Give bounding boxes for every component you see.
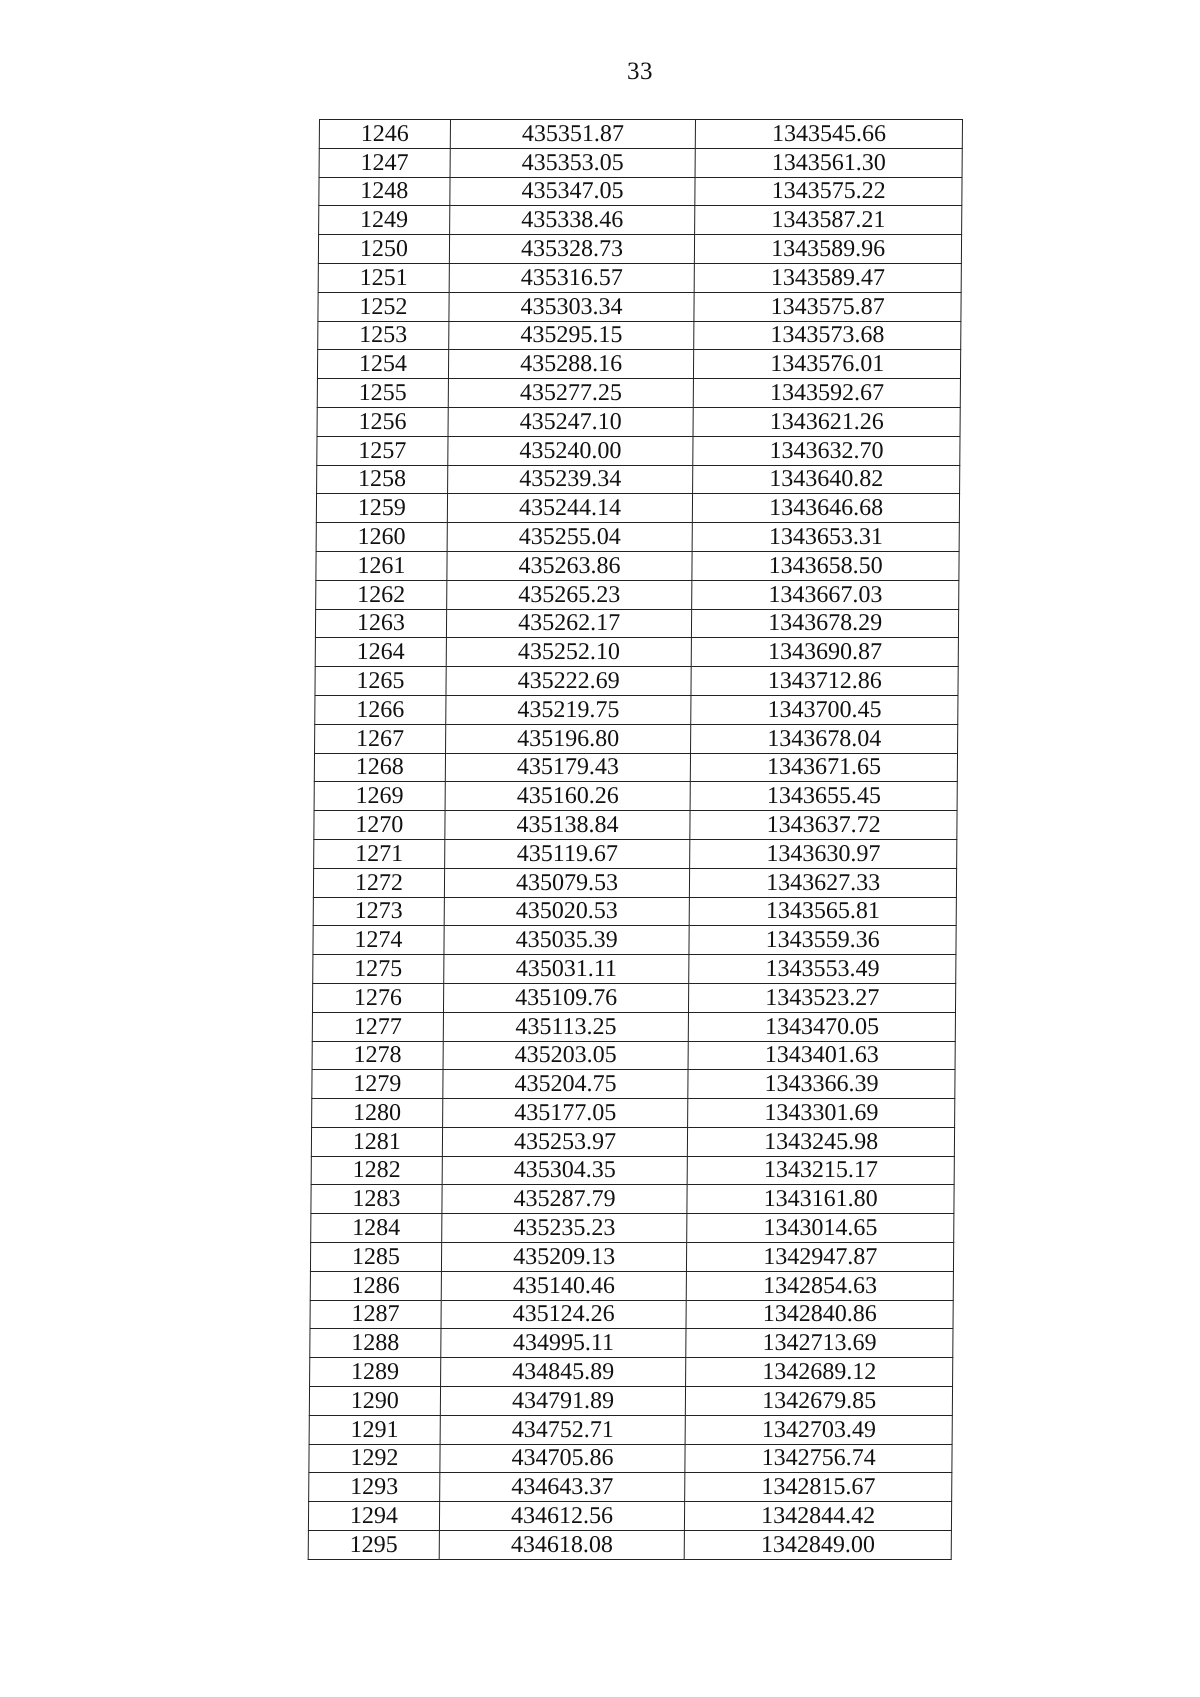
x-coordinate-cell: 435113.25	[443, 1012, 689, 1041]
x-coordinate-cell: 434618.08	[439, 1531, 685, 1560]
point-number-cell: 1261	[316, 551, 447, 580]
y-coordinate-cell: 1343589.47	[695, 263, 962, 292]
x-coordinate-cell: 435239.34	[447, 465, 693, 494]
y-coordinate-cell: 1342756.74	[685, 1444, 952, 1473]
x-coordinate-cell: 434612.56	[439, 1502, 685, 1531]
table-row	[311, 1127, 954, 1156]
y-coordinate-cell: 1342689.12	[686, 1358, 953, 1387]
table-row	[308, 1502, 951, 1531]
point-number-cell: 1290	[309, 1387, 440, 1416]
y-coordinate-cell: 1343678.29	[692, 609, 959, 638]
table-row	[318, 235, 961, 264]
x-coordinate-cell: 435160.26	[445, 782, 691, 811]
x-coordinate-cell: 435031.11	[443, 955, 689, 984]
point-number-cell: 1291	[309, 1415, 440, 1444]
table-row	[311, 1156, 954, 1185]
point-number-cell: 1289	[310, 1358, 441, 1387]
table-row	[317, 407, 960, 436]
table-row	[316, 523, 959, 552]
point-number-cell: 1273	[313, 897, 444, 926]
y-coordinate-cell: 1342854.63	[687, 1271, 954, 1300]
x-coordinate-cell: 435255.04	[447, 523, 693, 552]
point-number-cell: 1293	[309, 1473, 440, 1502]
point-number-cell: 1247	[319, 148, 450, 177]
table-row	[308, 1531, 951, 1560]
y-coordinate-cell: 1343573.68	[694, 321, 961, 350]
table-row	[313, 926, 956, 955]
x-coordinate-cell: 435262.17	[446, 609, 692, 638]
table-row	[312, 1070, 955, 1099]
x-coordinate-cell: 435020.53	[444, 897, 690, 926]
y-coordinate-cell: 1343592.67	[694, 379, 961, 408]
y-coordinate-cell: 1343301.69	[688, 1099, 955, 1128]
x-coordinate-cell: 435196.80	[445, 724, 691, 753]
y-coordinate-cell: 1343245.98	[688, 1127, 955, 1156]
point-number-cell: 1249	[319, 206, 450, 235]
x-coordinate-cell: 434791.89	[440, 1387, 686, 1416]
y-coordinate-cell: 1342947.87	[687, 1243, 954, 1272]
coordinates-table-body	[308, 120, 962, 1560]
point-number-cell: 1272	[313, 868, 444, 897]
y-coordinate-cell: 1343575.22	[695, 177, 962, 206]
table-row	[317, 379, 960, 408]
point-number-cell: 1266	[315, 695, 446, 724]
x-coordinate-cell: 435247.10	[448, 407, 694, 436]
table-row	[309, 1415, 952, 1444]
y-coordinate-cell: 1343637.72	[690, 811, 957, 840]
table-row	[313, 868, 956, 897]
table-row	[312, 1099, 955, 1128]
x-coordinate-cell: 435338.46	[449, 206, 695, 235]
table-row	[318, 321, 961, 350]
table-row	[312, 1041, 955, 1070]
table-row	[310, 1329, 953, 1358]
y-coordinate-cell: 1342703.49	[685, 1415, 952, 1444]
table-row	[317, 350, 960, 379]
x-coordinate-cell: 435138.84	[445, 811, 691, 840]
y-coordinate-cell: 1343523.27	[689, 983, 956, 1012]
x-coordinate-cell: 435203.05	[443, 1041, 689, 1070]
y-coordinate-cell: 1343630.97	[690, 839, 957, 868]
x-coordinate-cell: 435304.35	[442, 1156, 688, 1185]
y-coordinate-cell: 1343655.45	[690, 782, 957, 811]
y-coordinate-cell: 1343545.66	[696, 120, 963, 149]
y-coordinate-cell: 1343712.86	[691, 667, 958, 696]
point-number-cell: 1256	[317, 407, 448, 436]
point-number-cell: 1260	[316, 523, 447, 552]
table-row	[316, 494, 959, 523]
point-number-cell: 1267	[315, 724, 446, 753]
point-number-cell: 1262	[316, 580, 447, 609]
y-coordinate-cell: 1343678.04	[691, 724, 958, 753]
table-row	[310, 1358, 953, 1387]
y-coordinate-cell: 1343215.17	[688, 1156, 955, 1185]
y-coordinate-cell: 1343587.21	[695, 206, 962, 235]
x-coordinate-cell: 435328.73	[449, 235, 695, 264]
table-row	[314, 782, 957, 811]
x-coordinate-cell: 435235.23	[441, 1214, 687, 1243]
x-coordinate-cell: 435119.67	[444, 839, 690, 868]
point-number-cell: 1295	[308, 1531, 439, 1560]
table-row	[313, 955, 956, 984]
y-coordinate-cell: 1343646.68	[693, 494, 960, 523]
x-coordinate-cell: 434995.11	[441, 1329, 687, 1358]
table-row	[311, 1214, 954, 1243]
point-number-cell: 1259	[316, 494, 447, 523]
point-number-cell: 1264	[315, 638, 446, 667]
y-coordinate-cell: 1343366.39	[688, 1070, 955, 1099]
point-number-cell: 1255	[317, 379, 448, 408]
y-coordinate-cell: 1343565.81	[690, 897, 957, 926]
table-row	[309, 1387, 952, 1416]
point-number-cell: 1285	[310, 1243, 441, 1272]
table-row	[310, 1271, 953, 1300]
table-row	[318, 263, 961, 292]
point-number-cell: 1269	[314, 782, 445, 811]
table-row	[315, 609, 958, 638]
table-row	[309, 1473, 952, 1502]
x-coordinate-cell: 434845.89	[440, 1358, 686, 1387]
point-number-cell: 1253	[318, 321, 449, 350]
y-coordinate-cell: 1342849.00	[685, 1531, 952, 1560]
y-coordinate-cell: 1343559.36	[689, 926, 956, 955]
y-coordinate-cell: 1343576.01	[694, 350, 961, 379]
x-coordinate-cell: 435219.75	[446, 695, 692, 724]
point-number-cell: 1248	[319, 177, 450, 206]
x-coordinate-cell: 435209.13	[441, 1243, 687, 1272]
table-row	[316, 580, 959, 609]
x-coordinate-cell: 435124.26	[441, 1300, 687, 1329]
table-row	[314, 839, 957, 868]
table-row	[319, 177, 962, 206]
x-coordinate-cell: 435204.75	[443, 1070, 689, 1099]
point-number-cell: 1254	[317, 350, 448, 379]
x-coordinate-cell: 435244.14	[447, 494, 693, 523]
table-row	[314, 811, 957, 840]
y-coordinate-cell: 1343161.80	[687, 1185, 954, 1214]
y-coordinate-cell: 1343621.26	[693, 407, 960, 436]
table-row	[319, 148, 962, 177]
table-row	[315, 724, 958, 753]
point-number-cell: 1275	[313, 955, 444, 984]
point-number-cell: 1246	[319, 120, 450, 149]
x-coordinate-cell: 435265.23	[446, 580, 692, 609]
x-coordinate-cell: 435240.00	[448, 436, 694, 465]
point-number-cell: 1274	[313, 926, 444, 955]
y-coordinate-cell: 1342844.42	[685, 1502, 952, 1531]
y-coordinate-cell: 1343575.87	[694, 292, 961, 321]
point-number-cell: 1287	[310, 1300, 441, 1329]
y-coordinate-cell: 1343653.31	[692, 523, 959, 552]
y-coordinate-cell: 1343640.82	[693, 465, 960, 494]
coordinates-table	[308, 119, 963, 1560]
point-number-cell: 1270	[314, 811, 445, 840]
point-number-cell: 1284	[311, 1214, 442, 1243]
point-number-cell: 1277	[312, 1012, 443, 1041]
y-coordinate-cell: 1343690.87	[692, 638, 959, 667]
x-coordinate-cell: 435109.76	[443, 983, 689, 1012]
table-row	[310, 1243, 953, 1272]
point-number-cell: 1271	[314, 839, 445, 868]
x-coordinate-cell: 435353.05	[450, 148, 696, 177]
table-row	[309, 1444, 952, 1473]
table-row	[317, 436, 960, 465]
point-number-cell: 1251	[318, 263, 449, 292]
y-coordinate-cell: 1342713.69	[686, 1329, 953, 1358]
table-row	[310, 1300, 953, 1329]
table-row	[319, 206, 962, 235]
point-number-cell: 1265	[315, 667, 446, 696]
point-number-cell: 1257	[317, 436, 448, 465]
point-number-cell: 1288	[310, 1329, 441, 1358]
y-coordinate-cell: 1343632.70	[693, 436, 960, 465]
table-row	[312, 983, 955, 1012]
page-number: 33	[627, 58, 653, 85]
point-number-cell: 1280	[312, 1099, 443, 1128]
y-coordinate-cell: 1343667.03	[692, 580, 959, 609]
point-number-cell: 1263	[315, 609, 446, 638]
x-coordinate-cell: 435277.25	[448, 379, 694, 408]
table-row	[313, 897, 956, 926]
x-coordinate-cell: 435179.43	[445, 753, 691, 782]
y-coordinate-cell: 1343561.30	[695, 148, 962, 177]
table-row	[312, 1012, 955, 1041]
x-coordinate-cell: 435253.97	[442, 1127, 688, 1156]
x-coordinate-cell: 435263.86	[447, 551, 693, 580]
point-number-cell: 1250	[318, 235, 449, 264]
y-coordinate-cell: 1342679.85	[686, 1387, 953, 1416]
x-coordinate-cell: 435177.05	[442, 1099, 688, 1128]
point-number-cell: 1258	[317, 465, 448, 494]
table-row	[319, 120, 962, 149]
x-coordinate-cell: 435140.46	[441, 1271, 687, 1300]
table-row	[316, 551, 959, 580]
y-coordinate-cell: 1343553.49	[689, 955, 956, 984]
table-row	[315, 695, 958, 724]
point-number-cell: 1292	[309, 1444, 440, 1473]
point-number-cell: 1279	[312, 1070, 443, 1099]
y-coordinate-cell: 1343658.50	[692, 551, 959, 580]
x-coordinate-cell: 435295.15	[448, 321, 694, 350]
y-coordinate-cell: 1342840.86	[686, 1300, 953, 1329]
x-coordinate-cell: 435288.16	[448, 350, 694, 379]
y-coordinate-cell: 1343401.63	[688, 1041, 955, 1070]
point-number-cell: 1286	[310, 1271, 441, 1300]
x-coordinate-cell: 434705.86	[440, 1444, 686, 1473]
x-coordinate-cell: 435347.05	[450, 177, 696, 206]
point-number-cell: 1276	[312, 983, 443, 1012]
point-number-cell: 1283	[311, 1185, 442, 1214]
y-coordinate-cell: 1343470.05	[689, 1012, 956, 1041]
x-coordinate-cell: 435035.39	[444, 926, 690, 955]
table-row	[317, 465, 960, 494]
point-number-cell: 1282	[311, 1156, 442, 1185]
x-coordinate-cell: 435287.79	[442, 1185, 688, 1214]
table-row	[318, 292, 961, 321]
x-coordinate-cell: 435079.53	[444, 868, 690, 897]
y-coordinate-cell: 1343627.33	[690, 868, 957, 897]
x-coordinate-cell: 434752.71	[440, 1415, 686, 1444]
table-row	[314, 753, 957, 782]
point-number-cell: 1294	[308, 1502, 439, 1531]
table-row	[315, 638, 958, 667]
point-number-cell: 1281	[311, 1127, 442, 1156]
x-coordinate-cell: 435222.69	[446, 667, 692, 696]
y-coordinate-cell: 1343700.45	[691, 695, 958, 724]
x-coordinate-cell: 435351.87	[450, 120, 696, 149]
table-row	[311, 1185, 954, 1214]
y-coordinate-cell: 1343589.96	[695, 235, 962, 264]
x-coordinate-cell: 434643.37	[439, 1473, 685, 1502]
y-coordinate-cell: 1343671.65	[691, 753, 958, 782]
table-row	[315, 667, 958, 696]
point-number-cell: 1278	[312, 1041, 443, 1070]
y-coordinate-cell: 1342815.67	[685, 1473, 952, 1502]
point-number-cell: 1268	[314, 753, 445, 782]
x-coordinate-cell: 435316.57	[449, 263, 695, 292]
x-coordinate-cell: 435303.34	[449, 292, 695, 321]
x-coordinate-cell: 435252.10	[446, 638, 692, 667]
y-coordinate-cell: 1343014.65	[687, 1214, 954, 1243]
point-number-cell: 1252	[318, 292, 449, 321]
